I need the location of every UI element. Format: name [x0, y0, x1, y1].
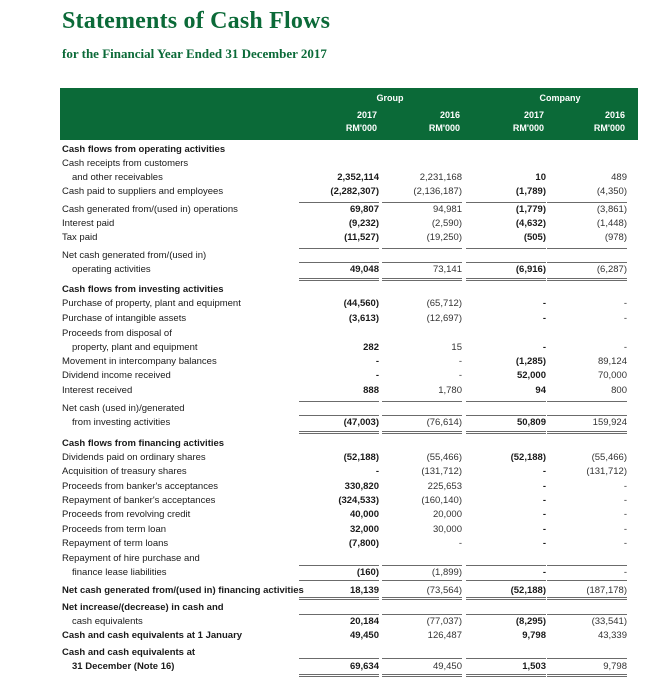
- cell-value: 20,000: [432, 509, 462, 520]
- rule-line: [547, 278, 627, 281]
- cell-value: (978): [604, 232, 627, 243]
- page-subtitle: for the Financial Year Ended 31 December 2017: [62, 46, 327, 61]
- cell-value: (52,188): [510, 585, 546, 596]
- rule-line: [466, 565, 546, 566]
- cell-value: (2,282,307): [330, 186, 379, 197]
- cell-value: 49,450: [432, 661, 462, 672]
- cell-value: -: [623, 298, 627, 309]
- rule-line: [382, 597, 462, 600]
- cell-value: (44,560): [343, 298, 379, 309]
- cell-value: (73,564): [426, 585, 462, 596]
- cell-value: (1,779): [515, 204, 546, 215]
- table-row: [62, 402, 640, 416]
- cell-value: 89,124: [597, 356, 627, 367]
- rule-line: [466, 202, 546, 203]
- cell-value: (19,250): [426, 232, 462, 243]
- cell-value: 1,780: [438, 385, 462, 396]
- cell-value: 30,000: [432, 524, 462, 535]
- table-row: [62, 355, 640, 369]
- row-label: Purchase of intangible assets: [62, 313, 187, 324]
- table-row: [62, 615, 640, 629]
- rule-line: [382, 674, 462, 677]
- row-label: Interest paid: [62, 218, 115, 229]
- cell-value: -: [458, 538, 462, 549]
- rule-line: [299, 580, 379, 581]
- rule-line: [547, 431, 627, 434]
- rule-line: [299, 278, 379, 281]
- table-row: [62, 203, 640, 217]
- rule-line: [466, 597, 546, 600]
- year-header: 2017: [356, 110, 377, 120]
- cell-value: 282: [363, 342, 379, 353]
- rule-line: [382, 565, 462, 566]
- table-row: [62, 465, 640, 479]
- cell-value: -: [375, 370, 379, 381]
- cell-value: (3,861): [596, 204, 627, 215]
- rule-line: [547, 401, 627, 402]
- rule-line: [382, 401, 462, 402]
- cell-value: 10: [535, 172, 546, 183]
- table-row: [62, 312, 640, 326]
- cell-value: 52,000: [516, 370, 546, 381]
- table-row: [62, 327, 640, 341]
- table-row: [62, 508, 640, 522]
- rule-line: [299, 262, 379, 263]
- rule-line: [547, 262, 627, 263]
- cell-value: (187,178): [586, 585, 627, 596]
- table-row: [62, 552, 640, 566]
- cell-value: (2,136,187): [413, 186, 462, 197]
- table-row: [62, 231, 640, 245]
- cell-value: (52,188): [343, 452, 379, 463]
- row-label: Net increase/(decrease) in cash and: [62, 602, 224, 613]
- cell-value: (6,287): [596, 264, 627, 275]
- cell-value: 15: [451, 342, 462, 353]
- rule-line: [466, 431, 546, 434]
- cell-value: 225,653: [427, 481, 462, 492]
- cell-value: -: [623, 481, 627, 492]
- rule-line: [466, 262, 546, 263]
- company-heading: Company: [539, 93, 581, 103]
- table-row: [62, 566, 640, 580]
- row-label: and other receivables: [72, 172, 163, 183]
- cell-value: (65,712): [426, 298, 462, 309]
- row-label: Acquisition of treasury shares: [62, 466, 187, 477]
- cell-value: -: [623, 495, 627, 506]
- row-label: Dividends paid on ordinary shares: [62, 452, 206, 463]
- cell-value: (505): [523, 232, 546, 243]
- table-row: [62, 185, 640, 199]
- cell-value: -: [458, 356, 462, 367]
- rule-line: [299, 565, 379, 566]
- cell-value: (8,295): [515, 616, 546, 627]
- cell-value: 126,487: [427, 630, 462, 641]
- cell-value: 73,141: [432, 264, 462, 275]
- cell-value: -: [542, 481, 546, 492]
- row-label: property, plant and equipment: [72, 342, 198, 353]
- cell-value: 94,981: [432, 204, 462, 215]
- table-row: [62, 494, 640, 508]
- cell-value: (4,632): [515, 218, 546, 229]
- row-label: Proceeds from revolving credit: [62, 509, 191, 520]
- rule-line: [382, 415, 462, 416]
- rule-line: [299, 614, 379, 615]
- row-label: Repayment of hire purchase and: [62, 553, 200, 564]
- cell-value: 888: [363, 385, 379, 396]
- rule-line: [466, 248, 546, 249]
- cell-value: 18,139: [349, 585, 379, 596]
- row-label: Net cash (used in)/generated: [62, 403, 185, 414]
- table-row: [62, 584, 640, 598]
- table-row: [62, 297, 640, 311]
- cell-value: 159,924: [592, 417, 627, 428]
- rule-line: [547, 614, 627, 615]
- cell-value: -: [542, 524, 546, 535]
- cell-value: 49,048: [349, 264, 379, 275]
- cell-value: -: [623, 313, 627, 324]
- row-label: 31 December (Note 16): [72, 661, 175, 672]
- cell-value: (12,697): [426, 313, 462, 324]
- cell-value: -: [458, 370, 462, 381]
- cell-value: -: [542, 342, 546, 353]
- row-label: Interest received: [62, 385, 133, 396]
- rule-line: [382, 580, 462, 581]
- row-label: Repayment of banker's acceptances: [62, 495, 216, 506]
- rule-line: [466, 580, 546, 581]
- row-label: Dividend income received: [62, 370, 171, 381]
- row-label: Cash receipts from customers: [62, 158, 189, 169]
- year-header: 2017: [523, 110, 544, 120]
- cell-value: 32,000: [349, 524, 379, 535]
- row-label: Net cash generated from/(used in): [62, 250, 207, 261]
- cell-value: (131,712): [586, 466, 627, 477]
- group-heading: Group: [376, 93, 404, 103]
- row-label: Net cash generated from/(used in) financing activities: [62, 585, 304, 596]
- table-row: [62, 451, 640, 465]
- cell-value: 1,503: [522, 661, 546, 672]
- rule-line: [547, 674, 627, 677]
- table-row: [62, 157, 640, 171]
- rule-line: [382, 248, 462, 249]
- cell-value: (1,789): [515, 186, 546, 197]
- cell-value: 2,231,168: [419, 172, 462, 183]
- row-label: Cash and cash equivalents at 1 January: [62, 630, 243, 641]
- cell-value: (4,350): [596, 186, 627, 197]
- cell-value: 40,000: [349, 509, 379, 520]
- row-label: Cash flows from financing activities: [62, 438, 225, 449]
- table-row: [62, 263, 640, 277]
- rule-line: [547, 658, 627, 659]
- table-row: [62, 523, 640, 537]
- rule-line: [466, 401, 546, 402]
- row-label: Proceeds from disposal of: [62, 328, 172, 339]
- cell-value: (1,899): [431, 567, 462, 578]
- row-label: cash equivalents: [72, 616, 143, 627]
- table-row: [62, 416, 640, 430]
- table-row: [62, 143, 640, 157]
- row-label: Cash paid to suppliers and employees: [62, 186, 224, 197]
- rule-line: [299, 674, 379, 677]
- cell-value: -: [623, 524, 627, 535]
- cell-value: 9,798: [522, 630, 546, 641]
- rule-line: [382, 278, 462, 281]
- rule-line: [299, 658, 379, 659]
- rule-line: [299, 202, 379, 203]
- cell-value: 94: [535, 385, 546, 396]
- cell-value: (131,712): [421, 466, 462, 477]
- rule-line: [547, 202, 627, 203]
- row-label: Proceeds from term loan: [62, 524, 167, 535]
- rule-line: [547, 580, 627, 581]
- row-label: Proceeds from banker's acceptances: [62, 481, 219, 492]
- rule-line: [382, 262, 462, 263]
- table-row: [62, 369, 640, 383]
- cell-value: 489: [611, 172, 627, 183]
- cell-value: -: [542, 298, 546, 309]
- cell-value: (55,466): [426, 452, 462, 463]
- cell-value: 69,807: [349, 204, 379, 215]
- row-label: Tax paid: [62, 232, 98, 243]
- cell-value: (1,448): [596, 218, 627, 229]
- cell-value: 20,184: [349, 616, 379, 627]
- row-label: Cash and cash equivalents at: [62, 647, 196, 658]
- row-label: Movement in intercompany balances: [62, 356, 217, 367]
- rule-line: [299, 415, 379, 416]
- cell-value: -: [542, 509, 546, 520]
- cell-value: 50,809: [516, 417, 546, 428]
- cell-value: -: [623, 342, 627, 353]
- cell-value: -: [542, 313, 546, 324]
- rule-line: [466, 658, 546, 659]
- table-row: [62, 384, 640, 398]
- cell-value: 800: [611, 385, 627, 396]
- year-header: 2016: [439, 110, 460, 120]
- cell-value: 2,352,114: [337, 172, 379, 183]
- unit-header: RM'000: [512, 123, 544, 133]
- row-label: Cash generated from/(used in) operations: [62, 204, 238, 215]
- rule-line: [466, 614, 546, 615]
- cell-value: (9,232): [348, 218, 379, 229]
- row-label: Repayment of term loans: [62, 538, 169, 549]
- cell-value: 330,820: [344, 481, 379, 492]
- cell-value: (11,527): [344, 232, 379, 243]
- row-label: from investing activities: [72, 417, 171, 428]
- cell-value: -: [542, 495, 546, 506]
- cell-value: -: [623, 538, 627, 549]
- rule-line: [547, 248, 627, 249]
- rule-line: [466, 674, 546, 677]
- cell-value: (160,140): [421, 495, 462, 506]
- cell-value: (160): [356, 567, 379, 578]
- table-row: [62, 437, 640, 451]
- rule-line: [299, 248, 379, 249]
- cell-value: (7,800): [348, 538, 379, 549]
- cell-value: (33,541): [591, 616, 627, 627]
- cell-value: -: [375, 466, 379, 477]
- table-header: [60, 88, 638, 140]
- cell-value: 49,450: [349, 630, 379, 641]
- table-row: [62, 480, 640, 494]
- rule-line: [382, 614, 462, 615]
- unit-header: RM'000: [428, 123, 460, 133]
- cell-value: (6,916): [515, 264, 546, 275]
- cell-value: 69,634: [349, 661, 379, 672]
- cell-value: (1,285): [515, 356, 546, 367]
- cell-value: (3,613): [348, 313, 379, 324]
- cell-value: -: [375, 356, 379, 367]
- cell-value: (2,590): [431, 218, 462, 229]
- cell-value: -: [623, 509, 627, 520]
- table-row: [62, 217, 640, 231]
- row-label: Purchase of property, plant and equipment: [62, 298, 241, 309]
- rule-line: [466, 415, 546, 416]
- table-row: [62, 171, 640, 185]
- table-row: [62, 660, 640, 674]
- rule-line: [382, 431, 462, 434]
- row-label: Cash flows from operating activities: [62, 144, 226, 155]
- cell-value: 9,798: [603, 661, 627, 672]
- rule-line: [547, 565, 627, 566]
- table-row: [62, 629, 640, 643]
- row-label: operating activities: [72, 264, 151, 275]
- row-label: Cash flows from investing activities: [62, 284, 224, 295]
- cell-value: -: [623, 567, 627, 578]
- rule-line: [547, 597, 627, 600]
- table-row: [62, 283, 640, 297]
- rule-line: [299, 597, 379, 600]
- rule-line: [466, 278, 546, 281]
- table-row: [62, 249, 640, 263]
- page-title: Statements of Cash Flows: [62, 8, 331, 34]
- rule-line: [547, 415, 627, 416]
- cell-value: (77,037): [426, 616, 462, 627]
- table-row: [62, 601, 640, 615]
- cell-value: 43,339: [597, 630, 627, 641]
- cell-value: (47,003): [343, 417, 379, 428]
- unit-header: RM'000: [593, 123, 625, 133]
- rule-line: [299, 401, 379, 402]
- cell-value: -: [542, 466, 546, 477]
- cell-value: (76,614): [426, 417, 462, 428]
- table-row: [62, 537, 640, 551]
- row-label: finance lease liabilities: [72, 567, 167, 578]
- table-row: [62, 341, 640, 355]
- rule-line: [382, 202, 462, 203]
- rule-line: [299, 431, 379, 434]
- cell-value: (52,188): [510, 452, 546, 463]
- unit-header: RM'000: [345, 123, 377, 133]
- cell-value: 70,000: [597, 370, 627, 381]
- year-header: 2016: [604, 110, 625, 120]
- rule-line: [382, 658, 462, 659]
- cell-value: -: [542, 538, 546, 549]
- cell-value: (55,466): [591, 452, 627, 463]
- cell-value: (324,533): [338, 495, 379, 506]
- cell-value: -: [542, 567, 546, 578]
